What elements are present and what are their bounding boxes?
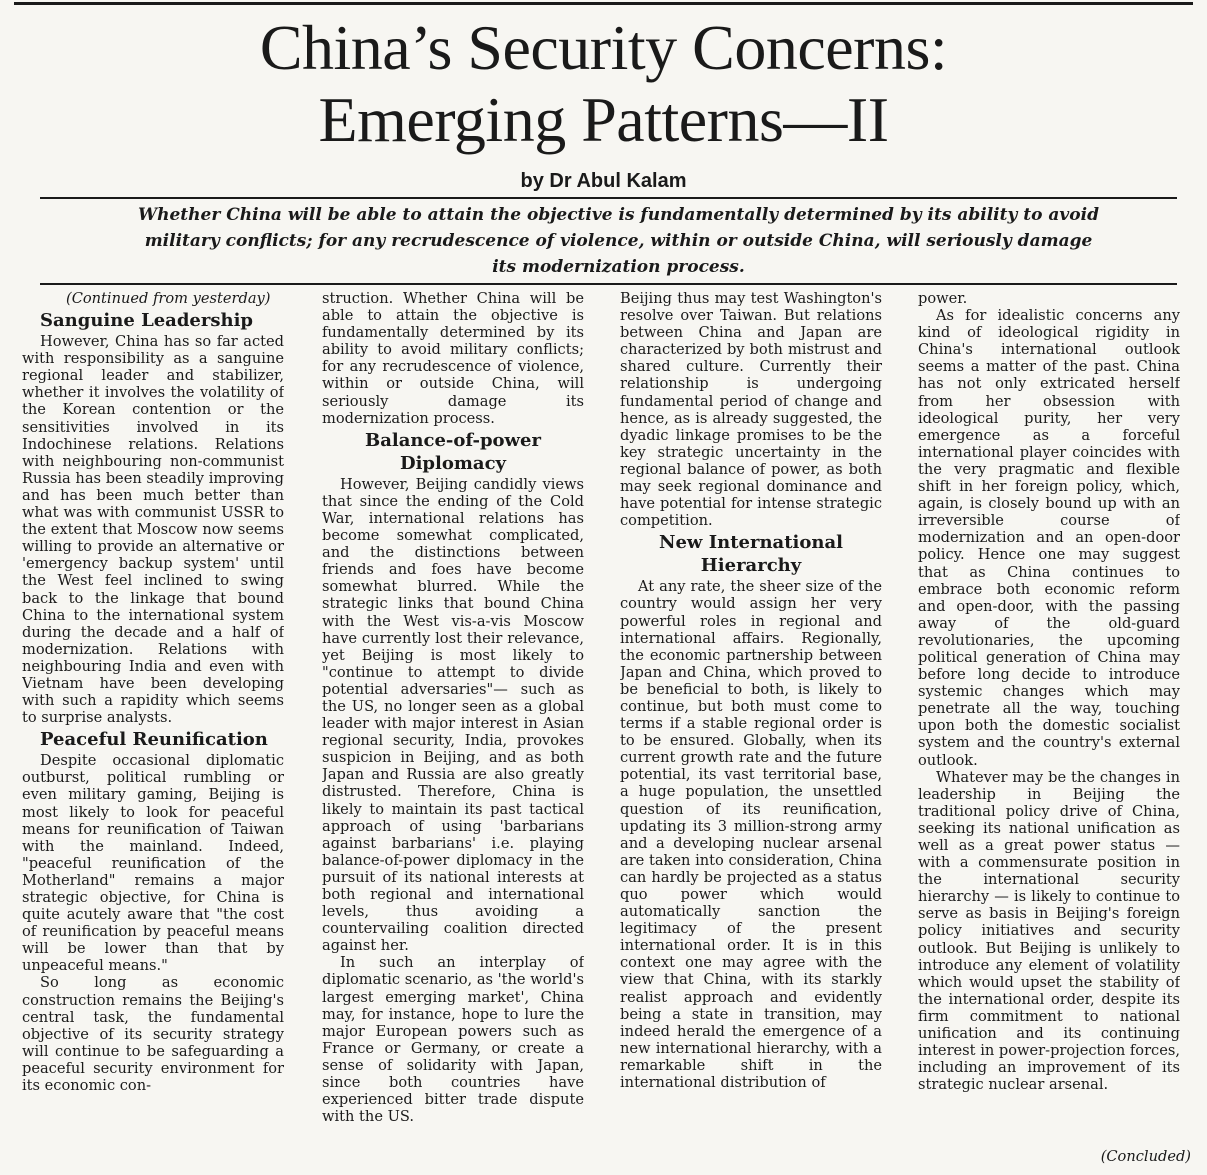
headline-line-1: China’s Security Concerns: xyxy=(259,12,948,83)
paragraph: struction. Whether China will be able to attain the objective is fundamentally determined by its ability to avoid military conflicts; for any recrudescence of violence, within or outside China, will seriously damage its modernization process. xyxy=(322,290,584,427)
standfirst-line-1: Whether China will be able to attain the objective is fundamentally determined by its ability to avoid xyxy=(138,205,1099,225)
byline: by Dr Abul Kalam xyxy=(520,170,687,192)
column-3 xyxy=(620,290,882,1171)
paragraph: Beijing thus may test Washington's resolve over Taiwan. But relations between China and Japan are characterized by both mistrust and shared culture. Currently their relationship is undergoing fundamental period of change and hence, as is already suggested, the dyadic linkage promises to be the key strategic uncertainty in the regional balance of power, as both may seek regional dominance and have potential for intense strategic competition. xyxy=(620,290,882,530)
column-2 xyxy=(322,290,584,1171)
paragraph: However, China has so far acted with responsibility as a sanguine regional leader and stabilizer, whether it involves the volatility of the Korean contention or the sensitivities involved in its Indochinese relations. Relations with neighbouring non-communist Russia has been steadily improving and has been much better than what was with communist USSR to the extent that Moscow now seems willing to provide an alternative or 'emergency backup system' until the West feel inclined to swing back to the linkage that bound China to the international system during the decade and a half of modernization. Relations with neighbouring India and even with Vietnam have been developing with such a rapidity which seems to surprise analysts. xyxy=(22,333,284,727)
paragraph: At any rate, the sheer size of the country would assign her very powerful roles in regional and international affairs. Regionally, the economic partnership between Japan and China, which proved to be beneficial to both, is likely to continue, but both must come to terms if a stable regional order is to be ensured. Globally, when its current growth rate and the future potential, its vast territorial base, a huge population, the unsettled question of its reunification, updating its 3 million-strong army and a developing nuclear arsenal are taken into consideration, China can hardly be projected as a status quo power which would automatically sanction the legitimacy of the present international order. It is in this context one may agree with the view that China, with its starkly realist approach and evidently being a state in transition, may indeed herald the emergence of a new international hierarchy, with a remarkable shift in the international distribution of xyxy=(620,578,882,1092)
subhead-sanguine-leadership: Sanguine Leadership xyxy=(40,310,254,332)
rule-below-standfirst xyxy=(40,283,1177,285)
subhead-new-international-hierarchy: New International Hierarchy xyxy=(659,532,843,577)
standfirst xyxy=(90,202,1147,280)
column-1 xyxy=(22,290,284,1171)
subhead-balance-of-power: Balance-of-power Diplomacy xyxy=(365,429,541,474)
paragraph: However, Beijing candidly views that since the ending of the Cold War, international relations has become somewhat complicated, and the distinctions between friends and foes have become somewhat blurred. While the strategic links that bound China with the West vis-a-vis Moscow have currently lost their relevance, yet Beijing is most likely to "continue to attempt to divide potential adversaries"— such as the US, no longer seen as a global leader with major interest in Asian regional security, India, provokes suspicion in Beijing, and as both Japan and Russia are also greatly distrusted. Therefore, China is likely to maintain its past tactical approach of using 'barbarians against barbarians' i.e. playing balance-of-power diplomacy in the pursuit of its national interests at both regional and international levels, thus avoiding a countervailing coalition directed against her. xyxy=(322,475,584,955)
rule-above-standfirst xyxy=(40,197,1177,199)
headline xyxy=(0,12,1207,156)
paragraph: power. xyxy=(918,290,968,307)
headline-line-2: Emerging Patterns—II xyxy=(318,84,889,155)
paragraph: So long as economic construction remains the Beijing's central task, the fundamental objective of its security strategy will continue to be safeguarding a peaceful security environment for its economic con- xyxy=(22,974,284,1095)
column-4 xyxy=(918,290,1180,1171)
paragraph: In such an interplay of diplomatic scenario, as 'the world's largest emerging market', China may, for instance, hope to lure the major European powers such as France or Germany, or create a sense of solidarity with Japan, since both countries have experienced bitter trade dispute with the US. xyxy=(322,954,584,1126)
paragraph: As for idealistic concerns any kind of ideological rigidity in China's international outlook seems a matter of the past. China has not only extricated herself from her obsession with ideological purity, her very emergence as a forceful international player coincides with the very pragmatic and flexible shift in her foreign policy, which, again, is closely bound up with an irreversible course of modernization and an open-door policy. Hence one may suggest that as China continues to embrace both economic reform and open-door, with the passing away of the old-guard revolutionaries, the upcoming political generation of China may before long decide to introduce systemic changes which may penetrate all the way, touching upon both the domestic socialist system and the country's external outlook. xyxy=(918,307,1180,769)
top-rule xyxy=(14,2,1193,5)
standfirst-line-2: military conflicts; for any recrudescence of violence, within or outside China, will seriously damage xyxy=(144,231,1093,251)
subhead-peaceful-reunification: Peaceful Reunification xyxy=(40,729,268,751)
standfirst-line-3: its modernization process. xyxy=(492,257,745,277)
paragraph: Whatever may be the changes in leadership in Beijing the traditional policy drive of China, seeking its national unification as well as a great power status — with a commensurate position in the international security hierarchy — is likely to continue to serve as basis in Beijing's foreign policy initiatives and security outlook. But Beijing is unlikely to introduce any element of volatility which would upset the stability of the international order, despite its firm commitment to national unification and its continuing interest in power-projection forces, including an improvement of its strategic nuclear arsenal. xyxy=(918,768,1180,1094)
continued-note: (Continued from yesterday) xyxy=(66,290,271,307)
concluded-note: (Concluded) xyxy=(1100,1148,1191,1165)
paragraph: Despite occasional diplomatic outburst, political rumbling or even military gaming, Beijing is most likely to look for peaceful means for reunification of Taiwan with the mainland. Indeed, "peaceful reunification of the Motherland" remains a major strategic objective, for China is quite acutely aware that "the cost of reunification by peaceful means will be lower than that by unpeaceful means." xyxy=(22,752,284,975)
